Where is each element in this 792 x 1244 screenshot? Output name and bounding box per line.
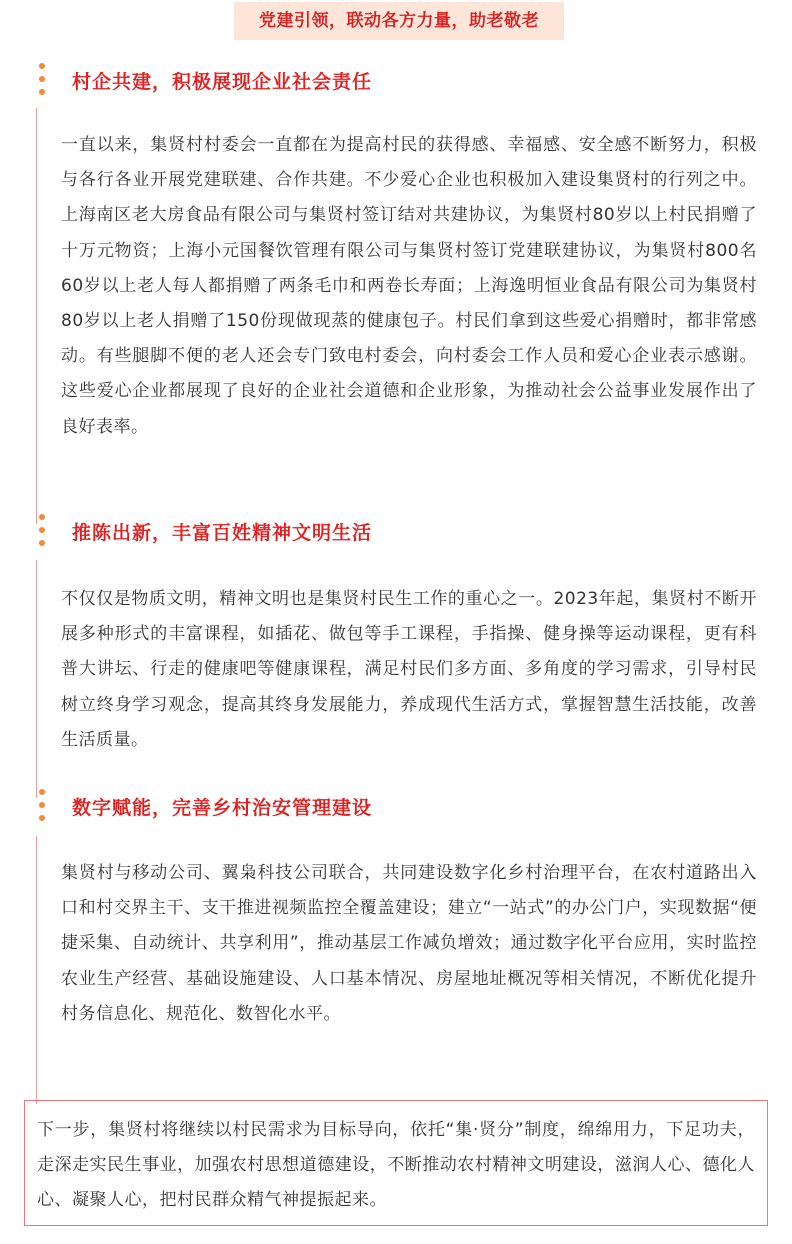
section-header-1 xyxy=(36,60,372,100)
section-title-3: 数字赋能，完善乡村治安管理建设 xyxy=(72,796,373,819)
closing-paragraph: 下一步，集贤村将继续以村民需求为目标导向，依托“集·贤分”制度，绵绵用力，下足功夫，走深走实民生事业，加强农村思想道德建设，不断推动农村精神文明建设，滋润人心、德化人心、凝聚人心，把村民群众精气神提振起来。 xyxy=(37,1120,755,1211)
vertical-dots-icon xyxy=(36,786,48,826)
section-title-1: 村企共建，积极展现企业社会责任 xyxy=(72,70,373,93)
section-title-2: 推陈出新，丰富百姓精神文明生活 xyxy=(72,521,373,544)
vertical-dots-icon xyxy=(36,511,48,551)
section-body-1 xyxy=(36,108,757,524)
section-paragraph-2: 不仅仅是物质文明，精神文明也是集贤村民生工作的重心之一。2023年起，集贤村不断开展多种形式的丰富课程，如插花、做包等手工课程，手指操、健身操等运动课程，更有科普大讲坛、行走的健康吧等健康课程，满足村民们多方面、多角度的学习需求，引导村民树立终身学习观念，提高其终身发展能力，养成现代生活方式，掌握智慧生活技能，改善生活质量。 xyxy=(61,589,757,750)
section-body-3 xyxy=(36,836,757,1104)
section-paragraph-3: 集贤村与移动公司、翼枭科技公司联合，共同建设数字化乡村治理平台，在农村道路出入口和村交界主干、支干推进视频监控全覆盖建设；建立“一站式”的办公门户，实现数据“便捷采集、自动统计、共享利用”，推动基层工作减负增效；通过数字化平台应用，实时监控农业生产经营、基础设施建设、人口基本情况、房屋地址概况等相关情况，不断优化提升村务信息化、规范化、数智化水平。 xyxy=(61,863,757,1024)
page-banner: 党建引领，联动各方力量，助老敬老 xyxy=(234,2,564,40)
section-header-2 xyxy=(36,511,372,551)
closing-box xyxy=(24,1100,768,1226)
section-header-3 xyxy=(36,786,372,826)
section-body-2 xyxy=(36,560,757,798)
section-paragraph-1: 一直以来，集贤村村委会一直都在为提高村民的获得感、幸福感、安全感不断努力，积极与各行各业开展党建联建、合作共建。不少爱心企业也积极加入建设集贤村的行列之中。上海南区老大房食品有限公司与集贤村签订结对共建协议，为集贤村80岁以上村民捐赠了十万元物资；上海小元国餐饮管理有限公司与集贤村签订党建联建协议，为集贤村800名60岁以上老人每人都捐赠了两条毛巾和两卷长寿面；上海逸明恒业食品有限公司为集贤村80岁以上老人捐赠了150份现做现蒸的健康包子。村民们拿到这些爱心捐赠时，都非常感动。有些腿脚不便的老人还会专门致电村委会，向村委会工作人员和爱心企业表示感谢。这些爱心企业都展现了良好的企业社会道德和企业形象，为推动社会公益事业发展作出了良好表率。 xyxy=(61,135,757,437)
vertical-dots-icon xyxy=(36,60,48,100)
